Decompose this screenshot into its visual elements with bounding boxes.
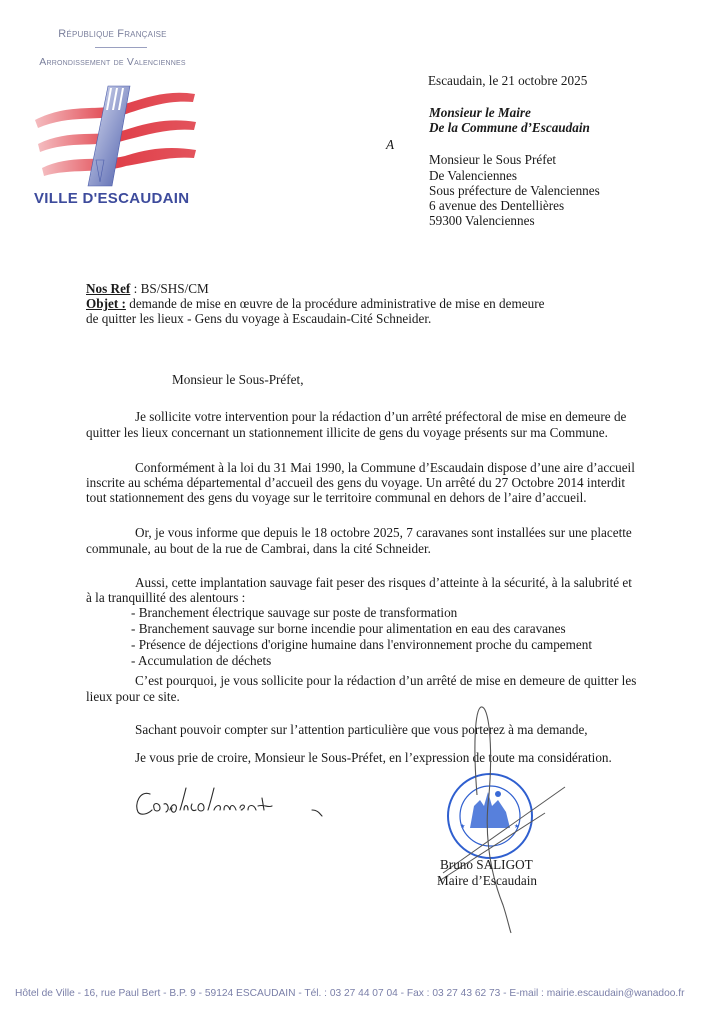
to-marker: A [386, 137, 395, 152]
closing-line: Je vous prie de croire, Monsieur le Sous-Préfet, en l’expression de toute ma considération. [135, 750, 612, 765]
handwritten-cordialement [132, 782, 342, 822]
date-line: Escaudain, le 21 octobre 2025 [428, 73, 588, 88]
closing-line: Sachant pouvoir compter sur l’attention particulière que vous porterez à ma demande, [135, 722, 588, 737]
risk-list-item: - Branchement électrique sauvage sur poste de transformation [131, 605, 458, 620]
svg-text:★: ★ [514, 823, 520, 830]
paragraph-line: C’est pourquoi, je vous sollicite pour la rédaction d’un arrêté de mise en demeure de quitter les [135, 673, 637, 688]
paragraph-line: Conformément à la loi du 31 Mai 1990, la Commune d’Escaudain dispose d’une aire d’accueil [135, 460, 635, 475]
city-logo [30, 82, 200, 192]
logo-red-stripe [42, 148, 196, 176]
paragraph-line: à la tranquillité des alentours : [86, 590, 246, 605]
object-line-2: de quitter les lieux - Gens du voyage à Escaudain-Cité Schneider. [86, 311, 432, 326]
reference-value: : BS/SHS/CM [130, 281, 209, 296]
paragraph-line: communale, au bout de la rue de Cambrai, dans la cité Schneider. [86, 541, 431, 556]
risk-list-item: - Accumulation de déchets [131, 653, 272, 668]
object-label: Objet : [86, 296, 126, 311]
reference-line [86, 281, 209, 297]
recipient-line: De Valenciennes [429, 168, 518, 183]
paragraph-line: lieux pour ce site. [86, 689, 180, 704]
paragraph-line: Aussi, cette implantation sauvage fait peser des risques d’atteinte à la sécurité, à la salubrité et [135, 575, 632, 590]
republic-heading: République Française [58, 28, 167, 40]
paragraph-line: tout stationnement des gens du voyage sur le territoire communal en dehors de l’aire d’accueil. [86, 490, 587, 505]
paragraph-line: Or, je vous informe que depuis le 18 octobre 2025, 7 caravanes sont installées sur une placette [135, 525, 632, 540]
risk-list-item: - Présence de déjections d'origine humaine dans l'environnement proche du campement [131, 637, 593, 652]
handwritten-signature [395, 705, 595, 935]
letterhead-divider [95, 47, 147, 48]
sender-line: Monsieur le Maire [429, 105, 531, 120]
recipient-line: 6 avenue des Dentellières [429, 198, 565, 213]
arrondissement-heading: Arrondissement de Valenciennes [39, 56, 186, 68]
paragraph-line: quitter les lieux concernant un stationnement illicite de gens du voyage présents sur ma Commune. [86, 425, 608, 440]
signatory-title: Maire d’Escaudain [437, 873, 537, 888]
footer-contact: Hôtel de Ville - 16, rue Paul Bert - B.P. 9 - 59124 ESCAUDAIN - Tél. : 03 27 44 07 04 - Fax : 03 27 43 62 73 - E-mail : mairie.escaudain@wanadoo.fr [15, 988, 685, 999]
object-value: demande de mise en œuvre de la procédure administrative de mise en demeure [125, 296, 545, 311]
reference-label: Nos Ref [86, 281, 131, 296]
city-logo-text: VILLE D'ESCAUDAIN [34, 190, 190, 207]
risk-list-item: - Branchement sauvage sur borne incendie pour alimentation en eau des caravanes [131, 621, 566, 636]
recipient-line: Sous préfecture de Valenciennes [429, 183, 600, 198]
signatory-name: Bruno SALIGOT [440, 857, 533, 872]
svg-text:★: ★ [460, 823, 466, 830]
object-line [86, 296, 544, 312]
sender-line: De la Commune d’Escaudain [429, 120, 590, 135]
recipient-line: Monsieur le Sous Préfet [429, 152, 557, 167]
salutation: Monsieur le Sous-Préfet, [172, 372, 304, 387]
recipient-line: 59300 Valenciennes [429, 213, 535, 228]
paragraph-line: Je sollicite votre intervention pour la rédaction d’un arrêté préfectoral de mise en demeure de [135, 409, 627, 424]
paragraph-line: inscrite au schéma départemental d’accueil des gens du voyage. Un arrêté du 27 Octobre 2014 interdit [86, 475, 626, 490]
